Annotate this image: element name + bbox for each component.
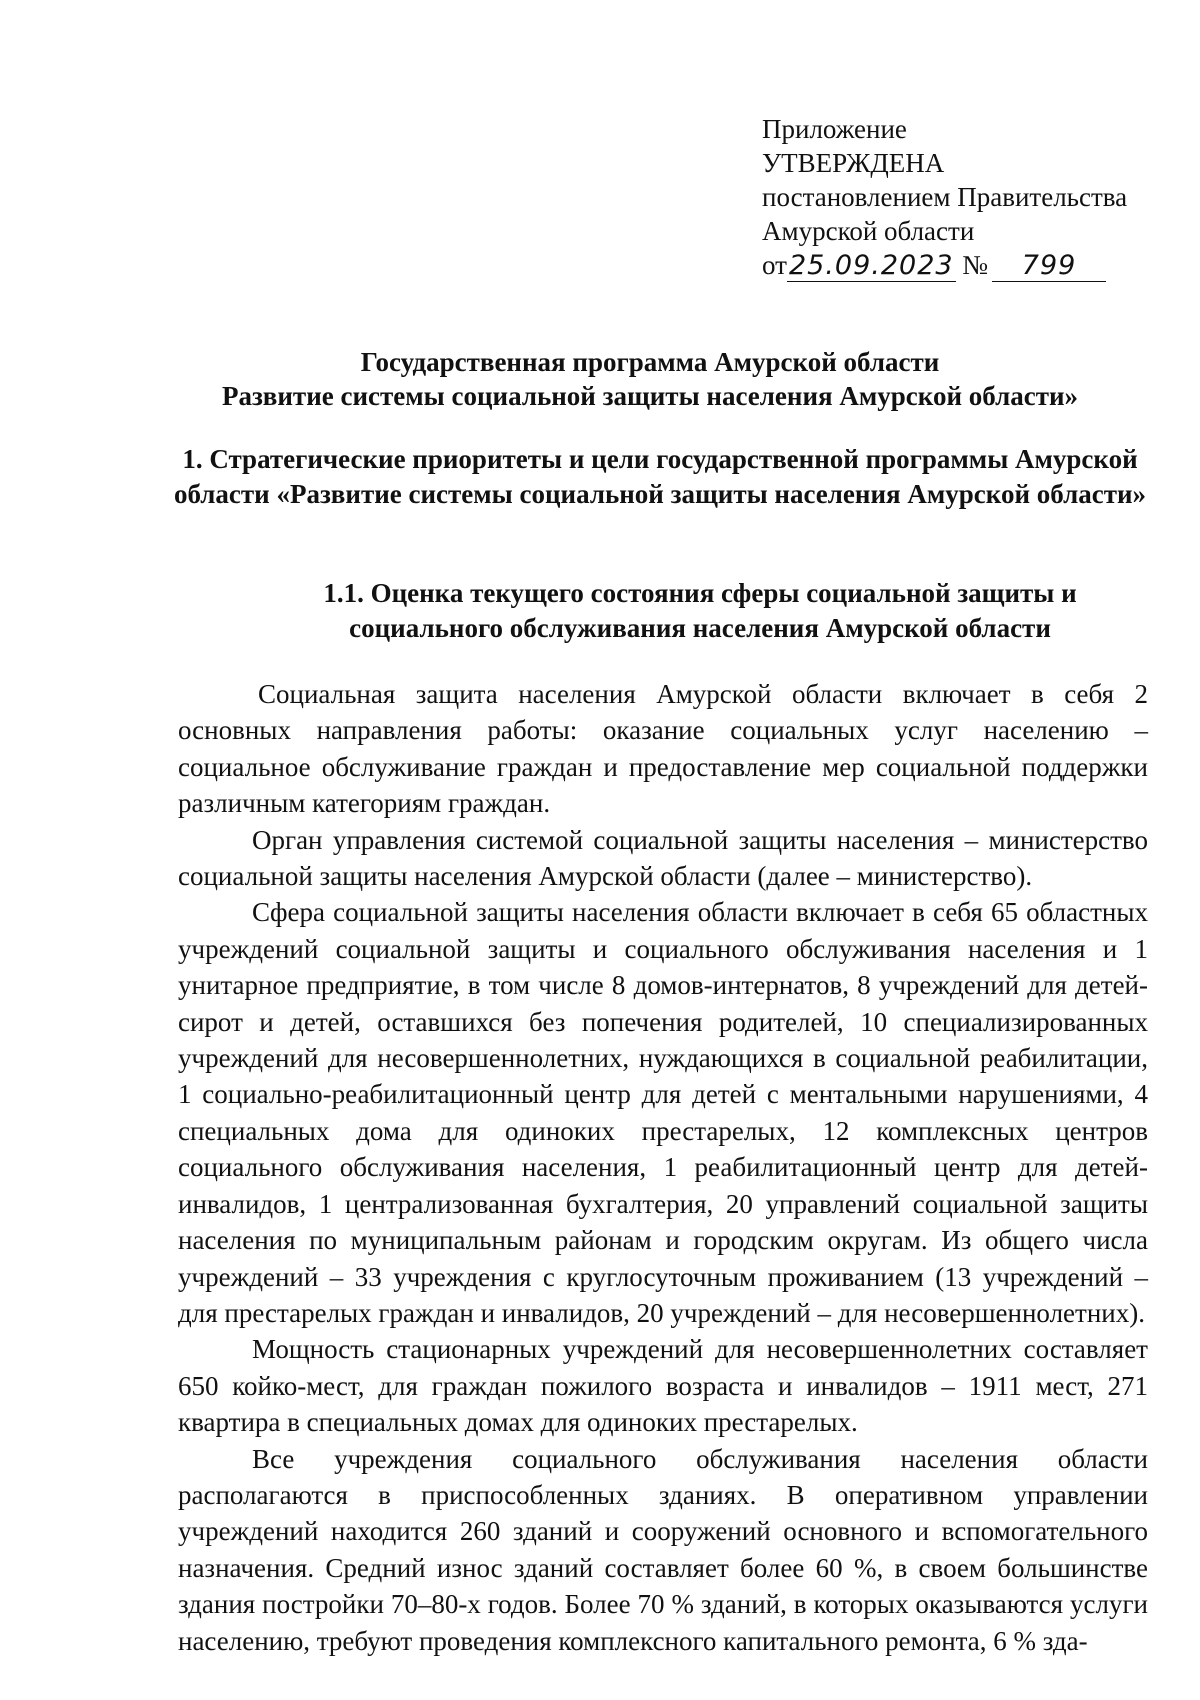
- paragraph: Все учреждения социального обслуживания населения области располагаются в приспособленных зданиях. В оперативном управлении учреждений находится 260 зданий и сооружений основного и вспомогательного назначения. Средний износ зданий составляет более 60 %, в своем большинстве здания постройки 70–80-х годов. Более 70 % зданий, в которых оказываются услуги населению, требуют проведения комплексного капитального ремонта, 6 % зда-: [178, 1443, 1148, 1656]
- approval-date-number-line: [762, 248, 1162, 282]
- approval-resolution-label: постановлением Правительства: [762, 182, 1128, 212]
- program-title-line-2: Развитие системы социальной защиты населения Амурской области»: [221, 381, 1079, 411]
- approval-appendix-label: Приложение: [762, 114, 907, 144]
- paragraph: Социальная защита населения Амурской области включает в себя 2 основных направления работы: оказание социальных услуг населению – социальное обслуживание граждан и предоставление мер социальной поддержки различным категориям граждан.: [178, 679, 1148, 819]
- program-title-line-1: Государственная программа Амурской области: [360, 347, 940, 377]
- section-1-1-heading: 1.1. Оценка текущего состояния сферы социальной защиты и социального обслуживания населения Амурской области: [323, 578, 1077, 643]
- paragraph: Орган управления системой социальной защиты населения – министерство социальной защиты населения Амурской области (далее – министерство).: [178, 824, 1148, 892]
- approval-block: [762, 112, 1162, 282]
- handwritten-date: 25.09.2023: [788, 250, 954, 281]
- approval-approved-label: УТВЕРЖДЕНА: [762, 148, 945, 178]
- paragraph: Мощность стационарных учреждений для несовершеннолетних составляет 650 койко-мест, для граждан пожилого возраста и инвалидов – 1911 мест, 271 квартира в специальных домах для одиноких престарелых.: [178, 1334, 1148, 1438]
- section-1-heading: 1. Стратегические приоритеты и цели государственной программы Амурской области «Развитие системы социальной защиты населения Амурской области»: [173, 444, 1147, 509]
- approval-date-prefix: от: [762, 250, 787, 280]
- approval-number-label: №: [962, 250, 989, 280]
- approval-region-label: Амурской области: [762, 216, 975, 246]
- program-title: [150, 345, 1150, 413]
- handwritten-number: 799: [992, 251, 1106, 282]
- paragraph: Сфера социальной защиты населения области включает в себя 65 областных учреждений социальной защиты и социального обслуживания населения и 1 унитарное предприятие, в том числе 8 домов-интернатов, 8 учреждений для детей-сирот и детей, оставшихся без попечения родителей, 10 специализированных учреждений для несовершеннолетних, нуждающихся в социальной реабилитации, 1 социально-реабилитационный центр для детей с ментальными нарушениями, 4 специальных дома для одиноких престарелых, 12 комплексных центров социального обслуживания населения, 1 реабилитационный центр для детей-инвалидов, 1 централизованная бухгалтерия, 20 управлений социальной защиты населения по муниципальным районам и городским округам. Из общего числа учреждений – 33 учреждения с круглосуточным проживанием (13 учреждений – для престарелых граждан и инвалидов, 20 учреждений – для несовершеннолетних).: [178, 897, 1148, 1328]
- body-text: [178, 676, 1148, 1659]
